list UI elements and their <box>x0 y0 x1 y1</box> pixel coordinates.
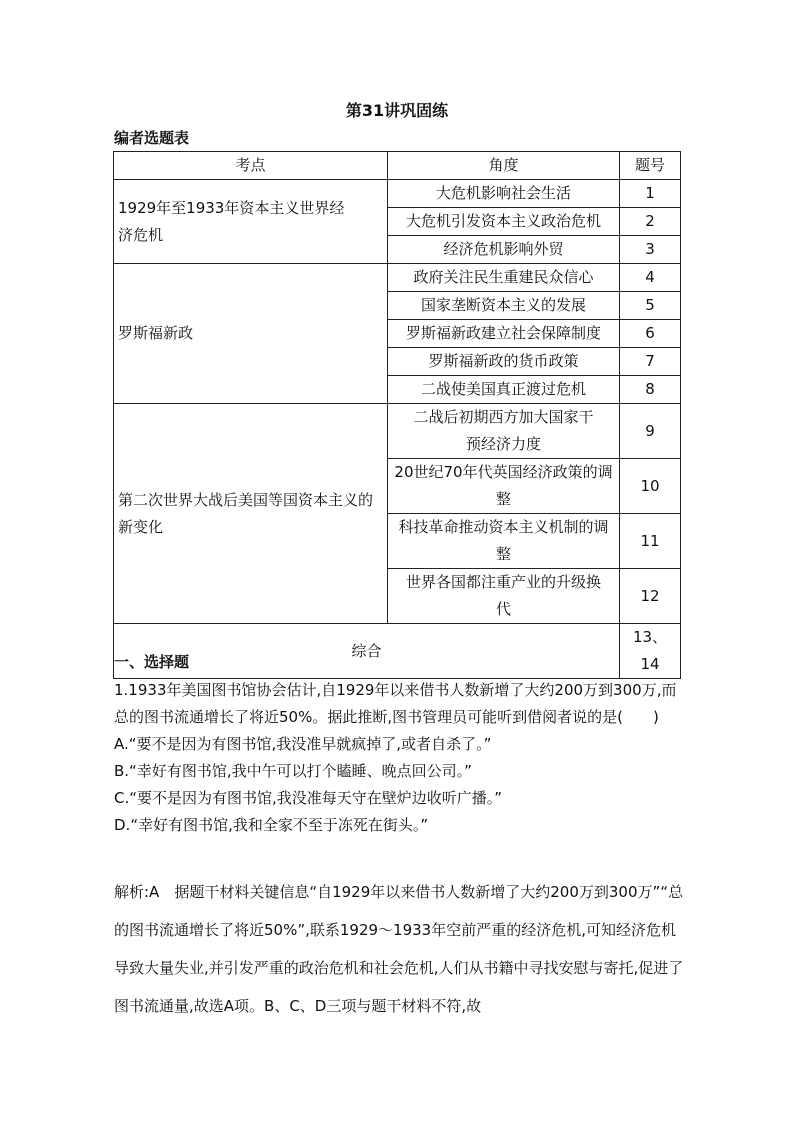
question-block <box>114 677 686 839</box>
selection-table <box>113 151 681 679</box>
angle-cell: 大危机影响社会生活 <box>387 180 619 208</box>
angle-cell: 罗斯福新政建立社会保障制度 <box>387 320 619 348</box>
question-stem: 1.1933年美国图书馆协会估计,自1929年以来借书人数新增了大约200万到300万,而总的图书流通增长了将近50%。据此推断,图书管理员可能听到借阅者说的是( ) <box>114 681 677 726</box>
angle-cell: 罗斯福新政的货币政策 <box>387 348 619 376</box>
analysis-text: 解析:A 据题干材料关键信息“自1929年以来借书人数新增了大约200万到300万”“总的图书流通增长了将近50%”,联系1929～1933年空前严重的经济危机,可知经济危机导致大量失业,并引发严重的政治危机和社会危机,人们从书籍中寻找安慰与寄托,促进了图书流通量,故选A项。B、C、D三项与题干材料不符,故 <box>114 883 684 1015</box>
header-angle: 角度 <box>387 152 619 180</box>
num-cell: 9 <box>620 404 681 459</box>
option-a: A.“要不是因为有图书馆,我没准早就疯掉了,或者自杀了。” <box>114 735 492 753</box>
summary-label: 综合 <box>114 624 620 679</box>
table-summary-row <box>114 624 681 679</box>
table-row <box>114 264 681 292</box>
page-title: 第31讲巩固练 <box>345 101 449 120</box>
option-d: D.“幸好有图书馆,我和全家不至于冻死在街头。” <box>114 816 429 834</box>
num-cell: 10 <box>620 459 681 514</box>
option-c: C.“要不是因为有图书馆,我没准每天守在壁炉边收听广播。” <box>114 789 503 807</box>
header-num: 题号 <box>620 152 681 180</box>
topic-cell: 罗斯福新政 <box>114 264 388 404</box>
num-cell: 3 <box>620 236 681 264</box>
num-cell: 11 <box>620 514 681 569</box>
num-cell: 7 <box>620 348 681 376</box>
num-cell: 12 <box>620 569 681 624</box>
num-cell: 6 <box>620 320 681 348</box>
option-b: B.“幸好有图书馆,我中午可以打个瞌睡、晚点回公司。” <box>114 762 472 780</box>
angle-cell: 大危机引发资本主义政治危机 <box>387 208 619 236</box>
angle-cell: 世界各国都注重产业的升级换代 <box>387 569 619 624</box>
angle-cell: 20世纪70年代英国经济政策的调整 <box>387 459 619 514</box>
num-cell: 2 <box>620 208 681 236</box>
table-caption: 编者选题表 <box>114 129 190 147</box>
summary-num: 13、14 <box>620 624 681 679</box>
section-title: 一、选择题 <box>114 653 190 671</box>
topic-cell: 第二次世界大战后美国等国资本主义的新变化 <box>114 404 388 624</box>
angle-cell: 国家垄断资本主义的发展 <box>387 292 619 320</box>
header-topic: 考点 <box>114 152 388 180</box>
num-cell: 5 <box>620 292 681 320</box>
topic-cell: 1929年至1933年资本主义世界经济危机 <box>114 180 388 264</box>
table-header-row <box>114 152 681 180</box>
angle-cell: 科技革命推动资本主义机制的调整 <box>387 514 619 569</box>
num-cell: 8 <box>620 376 681 404</box>
angle-cell: 政府关注民生重建民众信心 <box>387 264 619 292</box>
angle-cell: 经济危机影响外贸 <box>387 236 619 264</box>
table-row <box>114 180 681 208</box>
num-cell: 4 <box>620 264 681 292</box>
angle-cell: 二战后初期西方加大国家干预经济力度 <box>387 404 619 459</box>
num-cell: 1 <box>620 180 681 208</box>
angle-cell: 二战使美国真正渡过危机 <box>387 376 619 404</box>
table-row <box>114 404 681 459</box>
